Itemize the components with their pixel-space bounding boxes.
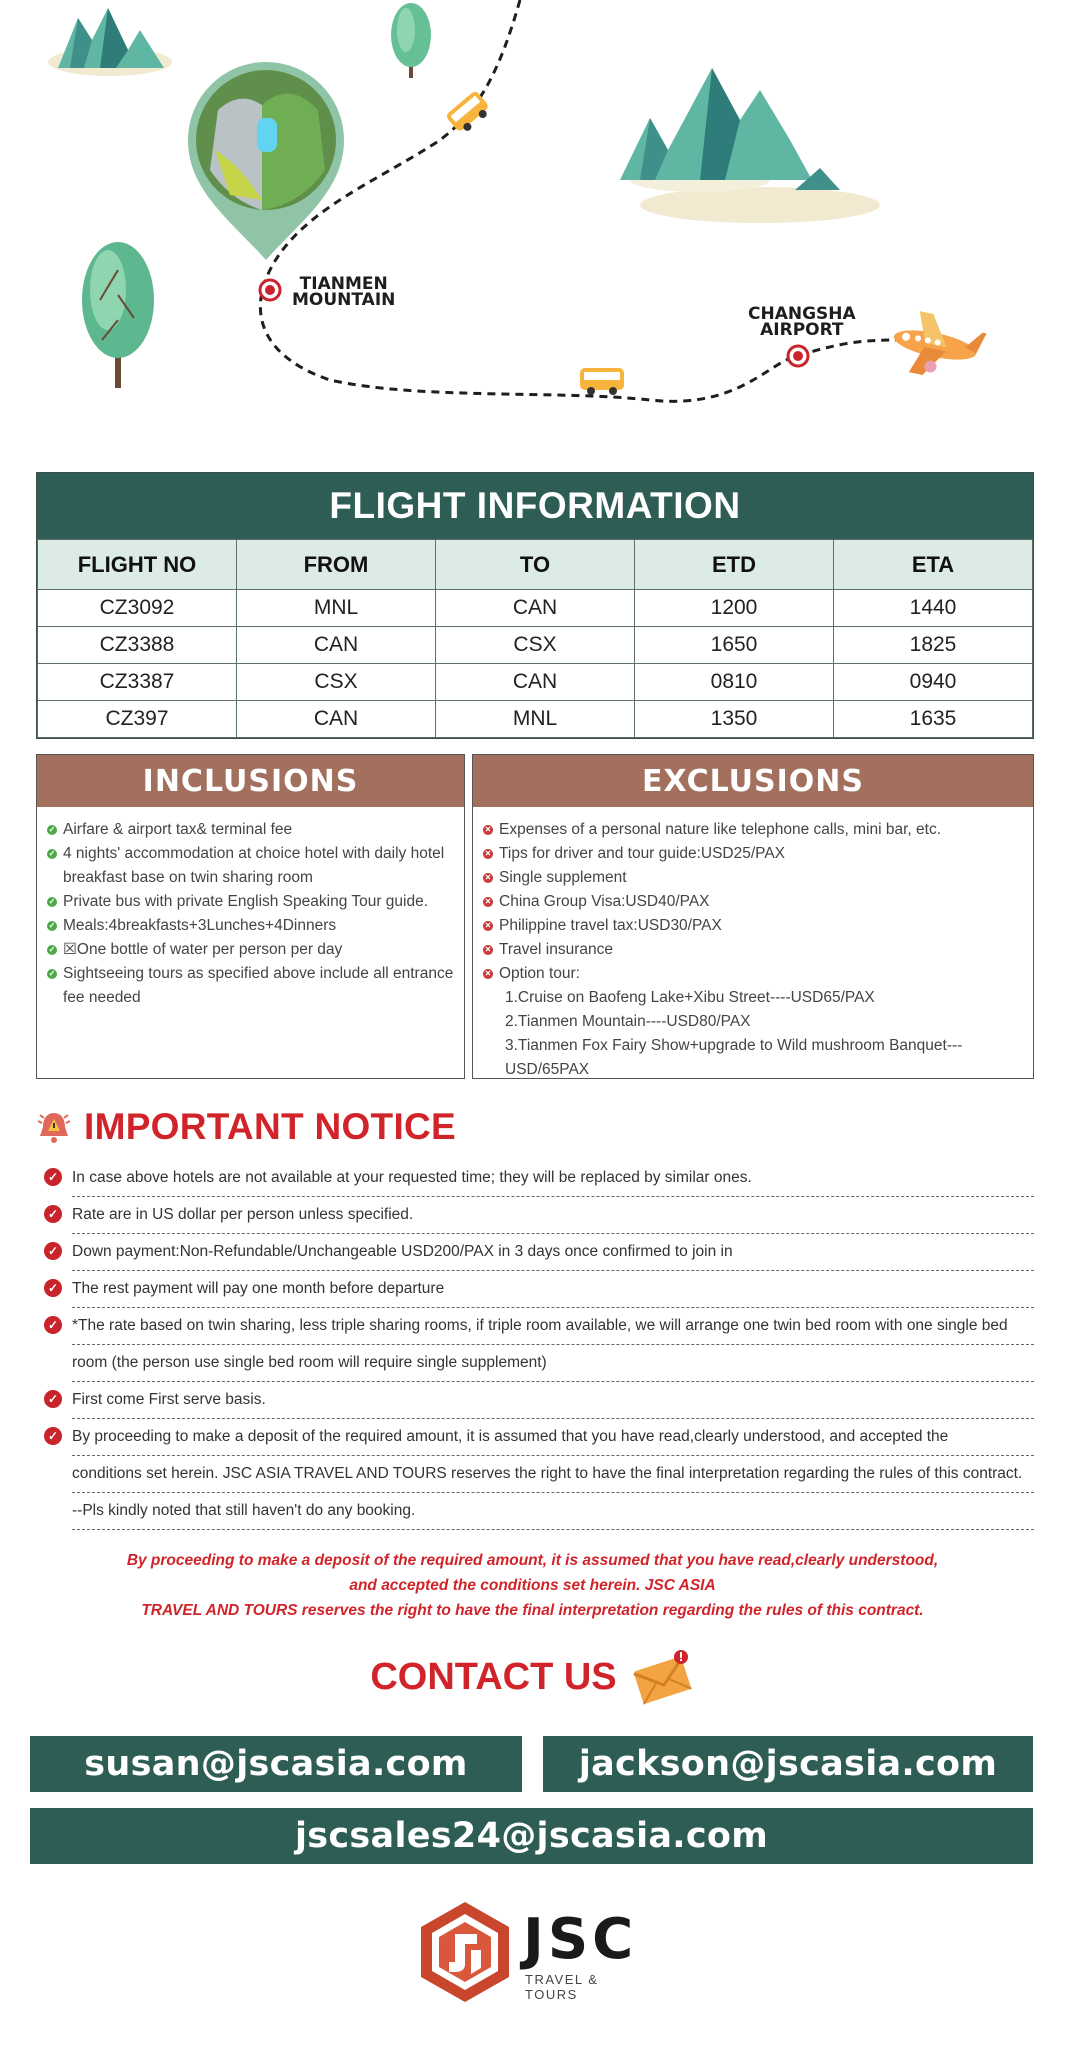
list-item: fee needed xyxy=(63,989,141,1006)
disclaimer-line: TRAVEL AND TOURS reserves the right to have the final interpretation regarding the rules of this contract. xyxy=(141,1602,924,1619)
cell-from: CAN xyxy=(237,627,436,664)
cell-from: CAN xyxy=(237,701,436,738)
list-item: 2.Tianmen Mountain----USD80/PAX xyxy=(505,1013,751,1030)
mountain-illustration xyxy=(620,68,880,223)
stop-label-tianmen: TIANMEN MOUNTAIN xyxy=(292,274,396,310)
table-row xyxy=(38,627,1033,664)
route-map xyxy=(0,0,1065,440)
check-icon: ✓ xyxy=(44,1390,62,1408)
notice-item: ✓ By proceeding to make a deposit of the required amount, it is assumed that you have read,clearly understood, and accepted the conditions set herein. JSC ASIA TRAVEL AND TOURS reserves the right to have the final interpretation regarding the rules of this contract. xyxy=(44,1419,1034,1493)
check-icon: ✓ xyxy=(44,1316,62,1334)
exclusions-box xyxy=(472,754,1034,1079)
cell-flight-no: CZ3388 xyxy=(38,627,237,664)
table-row xyxy=(38,664,1033,701)
notice-item: ✓ Rate are in US dollar per person unless specified. xyxy=(44,1197,1034,1234)
check-icon: ✓ xyxy=(44,1279,62,1297)
check-icon: ✓ xyxy=(48,969,56,978)
notice-footnote: --Pls kindly noted that still haven't do any booking. xyxy=(44,1493,1034,1530)
cell-eta: 0940 xyxy=(834,664,1033,701)
list-item: 1.Cruise on Baofeng Lake+Xibu Street----USD65/PAX xyxy=(505,989,875,1006)
mountain-illustration-top-left xyxy=(48,8,172,76)
mountain-photo-pin xyxy=(188,62,344,260)
check-icon: ✓ xyxy=(48,825,56,834)
stop-marker-tianmen xyxy=(260,280,280,300)
cell-to: MNL xyxy=(436,701,635,738)
flight-information-table xyxy=(36,472,1034,739)
column-header-etd: ETD xyxy=(635,540,834,590)
logo-subtitle: TRAVEL & TOURS xyxy=(525,1972,599,2002)
airplane-icon xyxy=(887,307,988,386)
flight-table xyxy=(37,539,1033,738)
check-icon: ✓ xyxy=(44,1168,62,1186)
cell-eta: 1825 xyxy=(834,627,1033,664)
exclusions-list xyxy=(473,807,1033,1082)
flight-information-title: FLIGHT INFORMATION xyxy=(37,473,1033,539)
stop-marker-changsha xyxy=(788,346,808,366)
cell-eta: 1635 xyxy=(834,701,1033,738)
notice-item: ✓ Down payment:Non-Refundable/Unchangeable USD200/PAX in 3 days once confirmed to join in xyxy=(44,1234,1034,1271)
contact-us-header xyxy=(0,1642,1065,1712)
cross-icon: ✕ xyxy=(484,945,492,954)
table-row xyxy=(38,701,1033,738)
list-item: breakfast base on twin sharing room xyxy=(63,869,313,886)
logo-name: JSC xyxy=(523,1907,638,1972)
cell-flight-no: CZ3387 xyxy=(38,664,237,701)
inclusions-box xyxy=(36,754,465,1079)
alarm-bell-icon xyxy=(36,1109,72,1145)
column-header-flight-no: FLIGHT NO xyxy=(38,540,237,590)
important-notice-header xyxy=(36,1105,456,1149)
column-header-eta: ETA xyxy=(834,540,1033,590)
envelope-icon xyxy=(631,1647,695,1707)
list-item: ✕ Option tour: xyxy=(484,965,580,982)
cell-etd: 1650 xyxy=(635,627,834,664)
cell-flight-no: CZ3092 xyxy=(38,590,237,627)
notice-list xyxy=(44,1160,1034,1530)
check-icon: ✓ xyxy=(48,945,56,954)
cell-eta: 1440 xyxy=(834,590,1033,627)
cross-icon: ✕ xyxy=(484,849,492,858)
disclaimer-line: and accepted the conditions set herein. JSC ASIA xyxy=(349,1577,716,1594)
list-item: ✕ Tips for driver and tour guide:USD25/PAX xyxy=(484,845,786,862)
check-icon: ✓ xyxy=(48,921,56,930)
table-header-row xyxy=(38,540,1033,590)
cell-flight-no: CZ397 xyxy=(38,701,237,738)
list-item: ✕ Travel insurance xyxy=(484,941,614,958)
list-item: ✓ Meals:4breakfasts+3Lunches+4Dinners xyxy=(48,917,337,934)
cell-from: CSX xyxy=(237,664,436,701)
cell-to: CSX xyxy=(436,627,635,664)
contact-us-title: CONTACT US xyxy=(370,1655,617,1698)
cross-icon: ✕ xyxy=(484,969,492,978)
bus-icon xyxy=(445,90,493,136)
notice-item: ✓ *The rate based on twin sharing, less triple sharing rooms, if triple room available, we will arrange one twin bed room with one single bed room (the person use single bed room will require single supplement) xyxy=(44,1308,1034,1382)
inclusions-list xyxy=(37,807,464,1010)
list-item: ✓ 4 nights' accommodation at choice hotel with daily hotel xyxy=(48,845,445,862)
notice-item: ✓ First come First serve basis. xyxy=(44,1382,1034,1419)
check-icon: ✓ xyxy=(48,849,56,858)
list-item: ✓ ☒One bottle of water per person per day xyxy=(48,941,343,958)
cell-to: CAN xyxy=(436,590,635,627)
cell-etd: 1350 xyxy=(635,701,834,738)
exclusions-title: EXCLUSIONS xyxy=(473,755,1033,807)
email-jackson[interactable]: jackson@jscasia.com xyxy=(543,1736,1033,1792)
route-map-illustration xyxy=(0,0,1065,440)
jsc-hexagon-logo-icon xyxy=(415,1900,515,2004)
cross-icon: ✕ xyxy=(484,897,492,906)
cell-from: MNL xyxy=(237,590,436,627)
column-header-to: TO xyxy=(436,540,635,590)
important-notice-title: IMPORTANT NOTICE xyxy=(84,1106,457,1147)
inclusions-title: INCLUSIONS xyxy=(37,755,464,807)
list-item: ✓ Sightseeing tours as specified above include all entrance xyxy=(48,965,454,982)
cell-to: CAN xyxy=(436,664,635,701)
column-header-from: FROM xyxy=(237,540,436,590)
notice-item: ✓ The rest payment will pay one month before departure xyxy=(44,1271,1034,1308)
cell-etd: 1200 xyxy=(635,590,834,627)
notice-item: ✓ In case above hotels are not available at your requested time; they will be replaced by similar ones. xyxy=(44,1160,1034,1197)
check-icon: ✓ xyxy=(44,1205,62,1223)
list-item: ✕ China Group Visa:USD40/PAX xyxy=(484,893,710,910)
stop-label-changsha: CHANGSHA AIRPORT xyxy=(748,304,856,340)
cell-etd: 0810 xyxy=(635,664,834,701)
table-row xyxy=(38,590,1033,627)
tree-icon xyxy=(391,3,431,78)
jsc-logo xyxy=(415,1900,655,2004)
tree-icon xyxy=(82,242,154,388)
list-item: 3.Tianmen Fox Fairy Show+upgrade to Wild mushroom Banquet---USD/65PAX xyxy=(505,1037,963,1078)
cross-icon: ✕ xyxy=(484,873,492,882)
check-icon: ✓ xyxy=(44,1427,62,1445)
list-item: ✓ Airfare & airport tax& terminal fee xyxy=(48,821,293,838)
list-item: ✓ Private bus with private English Speaking Tour guide. xyxy=(48,893,429,910)
disclaimer-line: By proceeding to make a deposit of the required amount, it is assumed that you have read,clearly understood, xyxy=(126,1552,939,1569)
bus-icon xyxy=(580,368,624,395)
check-icon: ✓ xyxy=(48,897,56,906)
email-susan[interactable]: susan@jscasia.com xyxy=(30,1736,522,1792)
list-item: ✕ Philippine travel tax:USD30/PAX xyxy=(484,917,722,934)
contract-disclaimer xyxy=(0,1548,1065,1623)
list-item: ✕ Expenses of a personal nature like telephone calls, mini bar, etc. xyxy=(484,821,942,838)
check-icon: ✓ xyxy=(44,1242,62,1260)
email-jscsales24[interactable]: jscsales24@jscasia.com xyxy=(30,1808,1033,1864)
cross-icon: ✕ xyxy=(484,825,492,834)
list-item: ✕ Single supplement xyxy=(484,869,627,886)
cross-icon: ✕ xyxy=(484,921,492,930)
